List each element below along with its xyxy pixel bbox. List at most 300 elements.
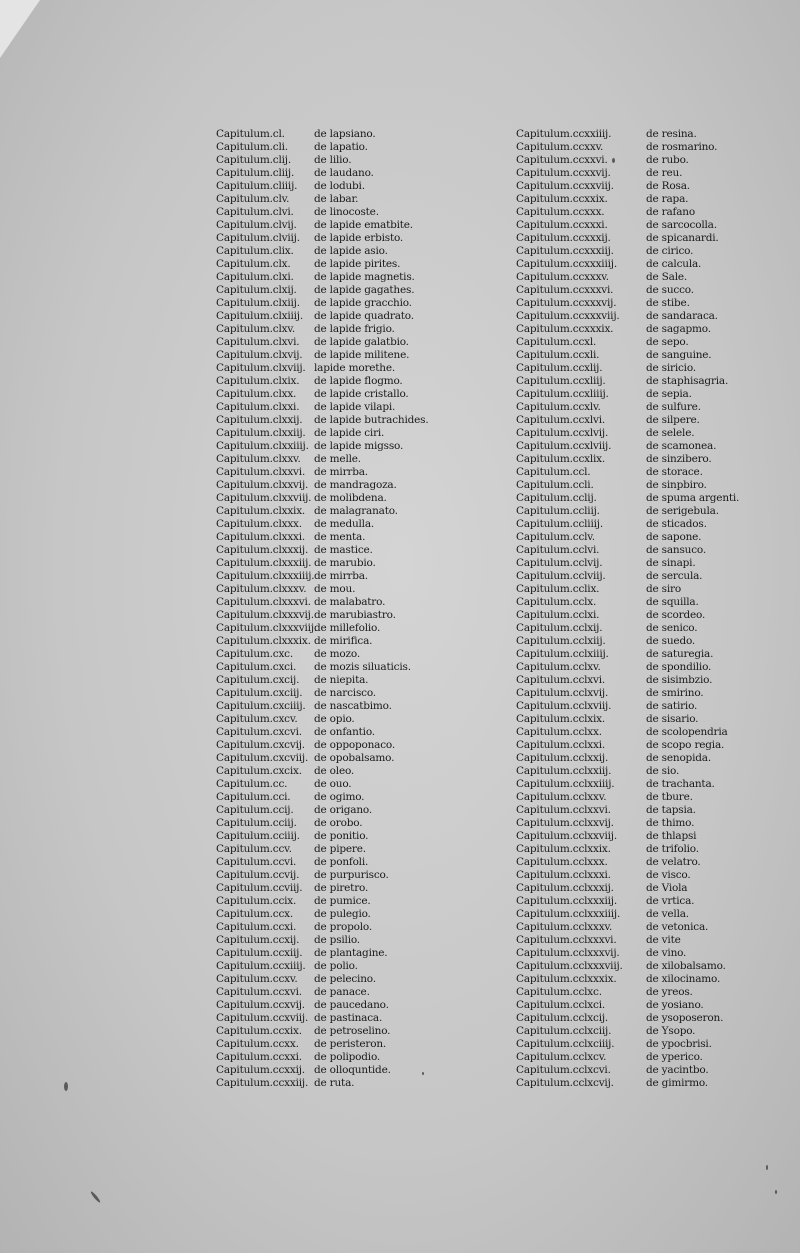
chapter-number: Capitulum.cclxxxiij. bbox=[516, 895, 617, 907]
chapter-subject: de silpere. bbox=[646, 414, 700, 426]
chapter-subject: de sticados. bbox=[646, 518, 707, 530]
chapter-number: Capitulum.ccxvij. bbox=[216, 999, 305, 1011]
chapter-entry bbox=[516, 557, 746, 570]
chapter-subject: de vite bbox=[646, 934, 681, 946]
chapter-number: Capitulum.cclxvij. bbox=[516, 687, 609, 699]
chapter-entry bbox=[516, 1038, 746, 1051]
chapter-entry bbox=[216, 1077, 466, 1090]
chapter-number: Capitulum.cxc. bbox=[216, 648, 293, 660]
chapter-entry bbox=[516, 609, 746, 622]
chapter-entry bbox=[216, 297, 466, 310]
chapter-entry bbox=[516, 661, 746, 674]
chapter-number: Capitulum.cclxcvi. bbox=[516, 1064, 611, 1076]
chapter-number: Capitulum.ccxvi. bbox=[216, 986, 302, 998]
chapter-entry bbox=[516, 401, 746, 414]
chapter-subject: de yreos. bbox=[646, 986, 693, 998]
chapter-number: Capitulum.clxix. bbox=[216, 375, 300, 387]
chapter-subject: de satirio. bbox=[646, 700, 698, 712]
chapter-number: Capitulum.clxviij. bbox=[216, 362, 306, 374]
chapter-subject: de xilobalsamo. bbox=[646, 960, 726, 972]
chapter-number: Capitulum.cxcix. bbox=[216, 765, 302, 777]
chapter-entry bbox=[516, 908, 746, 921]
chapter-number: Capitulum.cci. bbox=[216, 791, 291, 803]
chapter-number: Capitulum.cclxxij. bbox=[516, 752, 609, 764]
chapter-entry bbox=[516, 817, 746, 830]
chapter-subject: de panace. bbox=[314, 986, 370, 998]
chapter-subject: de ouo. bbox=[314, 778, 352, 790]
chapter-subject: de scolopendria bbox=[646, 726, 728, 738]
chapter-number: Capitulum.clxxiij. bbox=[216, 427, 306, 439]
chapter-number: Capitulum.cxcij. bbox=[216, 674, 300, 686]
chapter-entry bbox=[516, 1025, 746, 1038]
chapter-number: Capitulum.cciij. bbox=[216, 817, 297, 829]
chapter-entry bbox=[216, 453, 466, 466]
chapter-entry bbox=[516, 778, 746, 791]
chapter-subject: de sapone. bbox=[646, 531, 702, 543]
chapter-subject: de mirifica. bbox=[314, 635, 373, 647]
chapter-entry bbox=[216, 947, 466, 960]
chapter-number: Capitulum.clxxv. bbox=[216, 453, 301, 465]
chapter-number: Capitulum.cclx. bbox=[516, 596, 597, 608]
chapter-subject: de mirrba. bbox=[314, 570, 368, 582]
chapter-subject: de visco. bbox=[646, 869, 691, 881]
chapter-entry bbox=[516, 635, 746, 648]
chapter-entry bbox=[516, 362, 746, 375]
chapter-number: Capitulum.cclxxviij. bbox=[516, 830, 617, 842]
chapter-entry bbox=[216, 583, 466, 596]
chapter-entry bbox=[516, 934, 746, 947]
chapter-subject: de Sale. bbox=[646, 271, 688, 283]
chapter-subject: de Ysopo. bbox=[646, 1025, 696, 1037]
chapter-entry bbox=[516, 375, 746, 388]
chapter-subject: de pastinaca. bbox=[314, 1012, 383, 1024]
chapter-number: Capitulum.cclxviij. bbox=[516, 700, 612, 712]
chapter-entry bbox=[216, 414, 466, 427]
chapter-subject: de tbure. bbox=[646, 791, 693, 803]
chapter-entry bbox=[516, 531, 746, 544]
chapter-entry bbox=[516, 830, 746, 843]
chapter-subject: de malabatro. bbox=[314, 596, 386, 608]
chapter-subject: de saturegia. bbox=[646, 648, 714, 660]
chapter-entry bbox=[216, 557, 466, 570]
chapter-number: Capitulum.cc. bbox=[216, 778, 288, 790]
chapter-subject: de labar. bbox=[314, 193, 359, 205]
chapter-subject: de sepo. bbox=[646, 336, 689, 348]
chapter-number: Capitulum.cclxc. bbox=[516, 986, 602, 998]
chapter-entry bbox=[516, 427, 746, 440]
chapter-entry bbox=[216, 401, 466, 414]
chapter-number: Capitulum.cclxcv. bbox=[516, 1051, 607, 1063]
chapter-entry bbox=[516, 713, 746, 726]
chapter-number: Capitulum.clv. bbox=[216, 193, 290, 205]
chapter-subject: de medulla. bbox=[314, 518, 375, 530]
chapter-subject: de lapsiano. bbox=[314, 128, 376, 140]
chapter-entry bbox=[216, 284, 466, 297]
chapter-subject: de cirico. bbox=[646, 245, 694, 257]
chapter-subject: de staphisagria. bbox=[646, 375, 729, 387]
chapter-subject: de pipere. bbox=[314, 843, 366, 855]
chapter-number: Capitulum.clviij. bbox=[216, 232, 300, 244]
chapter-number: Capitulum.ccv. bbox=[216, 843, 292, 855]
chapter-entry bbox=[216, 1025, 466, 1038]
chapter-number: Capitulum.ccli. bbox=[516, 479, 594, 491]
chapter-number: Capitulum.ccxxxv. bbox=[516, 271, 609, 283]
chapter-entry bbox=[216, 141, 466, 154]
chapter-entry bbox=[516, 453, 746, 466]
chapter-subject: de ponitio. bbox=[314, 830, 369, 842]
chapter-subject: de spicanardi. bbox=[646, 232, 719, 244]
chapter-subject: lapide morethe. bbox=[314, 362, 396, 374]
chapter-number: Capitulum.ccl. bbox=[516, 466, 591, 478]
chapter-subject: de niepita. bbox=[314, 674, 369, 686]
chapter-number: Capitulum.cclxix. bbox=[516, 713, 606, 725]
chapter-subject: de siro bbox=[646, 583, 681, 595]
chapter-number: Capitulum.cclxvi. bbox=[516, 674, 606, 686]
chapter-number: Capitulum.clxxxvi. bbox=[216, 596, 311, 608]
chapter-number: Capitulum.ccx. bbox=[216, 908, 293, 920]
chapter-entry bbox=[516, 154, 746, 167]
chapter-entry bbox=[516, 479, 746, 492]
chapter-entry bbox=[216, 362, 466, 375]
chapter-subject: de Rosa. bbox=[646, 180, 690, 192]
chapter-number: Capitulum.cclxxxi. bbox=[516, 869, 611, 881]
chapter-subject: de lapide flogmo. bbox=[314, 375, 403, 387]
chapter-subject: de sagapmo. bbox=[646, 323, 711, 335]
chapter-number: Capitulum.cclxciij. bbox=[516, 1025, 612, 1037]
chapter-subject: de serigebula. bbox=[646, 505, 719, 517]
chapter-number: Capitulum.cclxxxvi. bbox=[516, 934, 617, 946]
chapter-number: Capitulum.clxxx. bbox=[216, 518, 302, 530]
chapter-subject: de Viola bbox=[646, 882, 688, 894]
chapter-subject: de rafano bbox=[646, 206, 695, 218]
chapter-entry bbox=[516, 466, 746, 479]
chapter-number: Capitulum.cclxv. bbox=[516, 661, 601, 673]
chapter-subject: de scordeo. bbox=[646, 609, 706, 621]
chapter-number: Capitulum.clxxxiiij. bbox=[216, 570, 315, 582]
chapter-number: Capitulum.clxxxv. bbox=[216, 583, 307, 595]
chapter-entry bbox=[516, 505, 746, 518]
chapter-subject: de sepia. bbox=[646, 388, 692, 400]
chapter-number: Capitulum.ccxxiij. bbox=[216, 1077, 309, 1089]
chapter-number: Capitulum.clxvi. bbox=[216, 336, 300, 348]
chapter-number: Capitulum.ccxxxiij. bbox=[516, 245, 614, 257]
chapter-subject: de xilocinamo. bbox=[646, 973, 721, 985]
chapter-entry bbox=[216, 245, 466, 258]
chapter-number: Capitulum.ccxxxij. bbox=[516, 232, 611, 244]
chapter-entry bbox=[216, 700, 466, 713]
ink-speck bbox=[766, 1165, 768, 1170]
chapter-subject: de pelecino. bbox=[314, 973, 376, 985]
chapter-number: Capitulum.cclxcij. bbox=[516, 1012, 609, 1024]
chapter-subject: de plantagine. bbox=[314, 947, 388, 959]
chapter-entry bbox=[516, 622, 746, 635]
chapter-number: Capitulum.ccvi. bbox=[216, 856, 297, 868]
chapter-subject: de senico. bbox=[646, 622, 698, 634]
chapter-entry bbox=[516, 245, 746, 258]
chapter-subject: de polio. bbox=[314, 960, 358, 972]
ink-speck bbox=[64, 1082, 68, 1091]
chapter-subject: de ogimo. bbox=[314, 791, 365, 803]
chapter-subject: de lapide migsso. bbox=[314, 440, 404, 452]
chapter-subject: de mozo. bbox=[314, 648, 360, 660]
chapter-subject: de lapide galatbio. bbox=[314, 336, 409, 348]
chapter-number: Capitulum.cclxxiiij. bbox=[516, 778, 615, 790]
chapter-entry bbox=[216, 271, 466, 284]
chapter-subject: de mirrba. bbox=[314, 466, 368, 478]
chapter-subject: de ypocbrisi. bbox=[646, 1038, 712, 1050]
chapter-number: Capitulum.cxcviij. bbox=[216, 752, 309, 764]
chapter-entry bbox=[216, 739, 466, 752]
chapter-entry bbox=[216, 856, 466, 869]
chapter-subject: de marubio. bbox=[314, 557, 376, 569]
chapter-subject: de mozis siluaticis. bbox=[314, 661, 411, 673]
chapter-entry bbox=[216, 648, 466, 661]
chapter-entry bbox=[516, 271, 746, 284]
ink-speck bbox=[90, 1191, 101, 1204]
chapter-subject: de mou. bbox=[314, 583, 356, 595]
chapter-number: Capitulum.clxxvij. bbox=[216, 479, 309, 491]
chapter-entry bbox=[216, 687, 466, 700]
chapter-number: Capitulum.clxxxix. bbox=[216, 635, 311, 647]
chapter-entry bbox=[516, 1064, 746, 1077]
chapter-subject: de nascatbimo. bbox=[314, 700, 392, 712]
chapter-entry bbox=[516, 180, 746, 193]
chapter-number: Capitulum.cclxx. bbox=[516, 726, 602, 738]
chapter-entry bbox=[516, 128, 746, 141]
chapter-entry bbox=[216, 622, 466, 635]
chapter-entry bbox=[516, 258, 746, 271]
chapter-subject: de sulfure. bbox=[646, 401, 701, 413]
chapter-subject: de lapide vilapi. bbox=[314, 401, 396, 413]
chapter-entry bbox=[216, 908, 466, 921]
chapter-subject: de yperico. bbox=[646, 1051, 703, 1063]
chapter-entry bbox=[216, 310, 466, 323]
chapter-entry bbox=[216, 336, 466, 349]
chapter-number: Capitulum.cclvij. bbox=[516, 557, 603, 569]
chapter-subject: de lapide gagathes. bbox=[314, 284, 415, 296]
chapter-subject: de lapide cristallo. bbox=[314, 388, 409, 400]
chapter-entry bbox=[216, 544, 466, 557]
chapter-number: Capitulum.ccxxi. bbox=[216, 1051, 302, 1063]
chapter-subject: de trachanta. bbox=[646, 778, 715, 790]
chapter-number: Capitulum.clix. bbox=[216, 245, 294, 257]
chapter-number: Capitulum.ccxiiij. bbox=[216, 960, 306, 972]
chapter-number: Capitulum.cclxxx. bbox=[516, 856, 608, 868]
chapter-entry bbox=[216, 778, 466, 791]
chapter-subject: de sinzibero. bbox=[646, 453, 712, 465]
chapter-number: Capitulum.cclxci. bbox=[516, 999, 605, 1011]
chapter-number: Capitulum.cclxxxv. bbox=[516, 921, 613, 933]
chapter-subject: de lapide ematbite. bbox=[314, 219, 413, 231]
chapter-entry bbox=[516, 492, 746, 505]
chapter-number: Capitulum.cclxxix. bbox=[516, 843, 611, 855]
chapter-subject: de lapide frigio. bbox=[314, 323, 395, 335]
chapter-subject: de reu. bbox=[646, 167, 683, 179]
chapter-entry bbox=[516, 1077, 746, 1090]
folded-corner bbox=[0, 0, 40, 58]
chapter-number: Capitulum.cclxxiij. bbox=[516, 765, 612, 777]
chapter-number: Capitulum.ccxxv. bbox=[516, 141, 604, 153]
chapter-subject: de stibe. bbox=[646, 297, 690, 309]
chapter-subject: de sansuco. bbox=[646, 544, 706, 556]
chapter-subject: de piretro. bbox=[314, 882, 369, 894]
chapter-number: Capitulum.ccxviij. bbox=[216, 1012, 309, 1024]
chapter-subject: de paucedano. bbox=[314, 999, 389, 1011]
chapter-subject: de mastice. bbox=[314, 544, 373, 556]
chapter-subject: de spondilio. bbox=[646, 661, 712, 673]
chapter-subject: de storace. bbox=[646, 466, 703, 478]
chapter-subject: de rosmarino. bbox=[646, 141, 718, 153]
chapter-subject: de lapide butrachides. bbox=[314, 414, 429, 426]
chapter-subject: de vella. bbox=[646, 908, 689, 920]
chapter-entry bbox=[516, 349, 746, 362]
chapter-entry bbox=[216, 180, 466, 193]
chapter-subject: de lapide ciri. bbox=[314, 427, 385, 439]
chapter-entry bbox=[516, 947, 746, 960]
chapter-number: Capitulum.ccxxiiij. bbox=[516, 128, 612, 140]
chapter-number: Capitulum.clxxxviij. bbox=[216, 622, 318, 634]
chapter-entry bbox=[216, 869, 466, 882]
chapter-subject: de scopo regia. bbox=[646, 739, 725, 751]
chapter-number: Capitulum.cclxiiij. bbox=[516, 648, 609, 660]
chapter-entry bbox=[516, 414, 746, 427]
chapter-number: Capitulum.cl. bbox=[216, 128, 285, 140]
chapter-subject: de pumice. bbox=[314, 895, 371, 907]
chapter-number: Capitulum.cclvi. bbox=[516, 544, 600, 556]
chapter-subject: de squilla. bbox=[646, 596, 699, 608]
chapter-entry bbox=[516, 310, 746, 323]
chapter-number: Capitulum.cxci. bbox=[216, 661, 297, 673]
chapter-entry bbox=[216, 661, 466, 674]
chapter-number: Capitulum.cclxxxviij. bbox=[516, 960, 623, 972]
chapter-number: Capitulum.ccxxxvij. bbox=[516, 297, 617, 309]
chapter-subject: de polipodio. bbox=[314, 1051, 381, 1063]
chapter-number: Capitulum.ccxli. bbox=[516, 349, 600, 361]
chapter-number: Capitulum.cclij. bbox=[516, 492, 597, 504]
chapter-subject: de purpurisco. bbox=[314, 869, 389, 881]
chapter-subject: de lilio. bbox=[314, 154, 352, 166]
chapter-entry bbox=[216, 713, 466, 726]
chapter-subject: de psilio. bbox=[314, 934, 360, 946]
chapter-entry bbox=[216, 518, 466, 531]
chapter-entry bbox=[516, 804, 746, 817]
chapter-number: Capitulum.cclxxxvij. bbox=[516, 947, 620, 959]
chapter-number: Capitulum.clxxvi. bbox=[216, 466, 306, 478]
chapter-number: Capitulum.ccxxx. bbox=[516, 206, 605, 218]
chapter-number: Capitulum.clxxiiij. bbox=[216, 440, 309, 452]
chapter-entry bbox=[216, 999, 466, 1012]
chapter-number: Capitulum.ccxliij. bbox=[516, 375, 606, 387]
chapter-number: Capitulum.cclxxxiiij. bbox=[516, 908, 621, 920]
chapter-subject: de smirino. bbox=[646, 687, 704, 699]
chapter-number: Capitulum.ccij. bbox=[216, 804, 294, 816]
chapter-entry bbox=[516, 544, 746, 557]
chapter-entry bbox=[216, 427, 466, 440]
chapter-subject: de tapsia. bbox=[646, 804, 696, 816]
chapter-entry bbox=[216, 219, 466, 232]
chapter-subject: de gimirmo. bbox=[646, 1077, 708, 1089]
chapter-entry bbox=[516, 895, 746, 908]
chapter-subject: de lodubi. bbox=[314, 180, 365, 192]
chapter-number: Capitulum.cli. bbox=[216, 141, 288, 153]
chapter-entry bbox=[516, 843, 746, 856]
chapter-entry bbox=[516, 570, 746, 583]
chapter-subject: de orobo. bbox=[314, 817, 363, 829]
chapter-subject: de ysoposeron. bbox=[646, 1012, 724, 1024]
chapter-subject: de molibdena. bbox=[314, 492, 387, 504]
chapter-number: Capitulum.cclxcvij. bbox=[516, 1077, 614, 1089]
chapter-number: Capitulum.cclxiij. bbox=[516, 635, 606, 647]
chapter-subject: de yosiano. bbox=[646, 999, 704, 1011]
chapter-number: Capitulum.clx. bbox=[216, 258, 291, 270]
chapter-number: Capitulum.clxv. bbox=[216, 323, 295, 335]
chapter-number: Capitulum.clxvij. bbox=[216, 349, 303, 361]
chapter-number: Capitulum.cciiij. bbox=[216, 830, 300, 842]
chapter-number: Capitulum.ccix. bbox=[216, 895, 297, 907]
chapter-entry bbox=[216, 375, 466, 388]
chapter-entry bbox=[216, 466, 466, 479]
chapter-number: Capitulum.ccxi. bbox=[216, 921, 297, 933]
chapter-number: Capitulum.cclxxvi. bbox=[516, 804, 611, 816]
chapter-entry bbox=[516, 791, 746, 804]
chapter-number: Capitulum.ccxlvij. bbox=[516, 427, 609, 439]
chapter-subject: de thimo. bbox=[646, 817, 695, 829]
chapter-number: Capitulum.cclxxi. bbox=[516, 739, 606, 751]
chapter-entry bbox=[216, 635, 466, 648]
chapter-entry bbox=[216, 167, 466, 180]
chapter-entry bbox=[516, 284, 746, 297]
chapter-entry bbox=[216, 258, 466, 271]
chapter-subject: de mandragoza. bbox=[314, 479, 397, 491]
chapter-entry bbox=[516, 440, 746, 453]
chapter-subject: de lapide pirites. bbox=[314, 258, 401, 270]
chapter-entry bbox=[216, 791, 466, 804]
chapter-entry bbox=[216, 921, 466, 934]
chapter-entry bbox=[516, 167, 746, 180]
chapter-subject: de origano. bbox=[314, 804, 372, 816]
chapter-entry bbox=[516, 869, 746, 882]
chapter-subject: de sio. bbox=[646, 765, 680, 777]
chapter-subject: de marubiastro. bbox=[314, 609, 396, 621]
left-chapter-column bbox=[216, 128, 466, 1090]
chapter-number: Capitulum.cxciiij. bbox=[216, 700, 306, 712]
chapter-entry bbox=[216, 349, 466, 362]
chapter-number: Capitulum.ccliij. bbox=[516, 505, 600, 517]
chapter-subject: de millefolio. bbox=[314, 622, 381, 634]
chapter-subject: de ponfoli. bbox=[314, 856, 369, 868]
chapter-number: Capitulum.cclxxvij. bbox=[516, 817, 614, 829]
chapter-number: Capitulum.clxxviij. bbox=[216, 492, 312, 504]
chapter-entry bbox=[516, 232, 746, 245]
chapter-number: Capitulum.ccxxxix. bbox=[516, 323, 614, 335]
chapter-subject: de lapatio. bbox=[314, 141, 368, 153]
chapter-subject: de rubo. bbox=[646, 154, 689, 166]
chapter-entry bbox=[216, 596, 466, 609]
chapter-subject: de lapide militene. bbox=[314, 349, 410, 361]
chapter-number: Capitulum.cclxij. bbox=[516, 622, 603, 634]
chapter-entry bbox=[516, 739, 746, 752]
chapter-entry bbox=[516, 752, 746, 765]
chapter-entry bbox=[516, 687, 746, 700]
chapter-subject: de scamonea. bbox=[646, 440, 717, 452]
chapter-number: Capitulum.cliij. bbox=[216, 167, 295, 179]
chapter-entry bbox=[216, 128, 466, 141]
chapter-number: Capitulum.ccxlvi. bbox=[516, 414, 606, 426]
chapter-subject: de oppoponaco. bbox=[314, 739, 395, 751]
chapter-entry bbox=[516, 518, 746, 531]
chapter-subject: de menta. bbox=[314, 531, 366, 543]
chapter-subject: de vino. bbox=[646, 947, 687, 959]
